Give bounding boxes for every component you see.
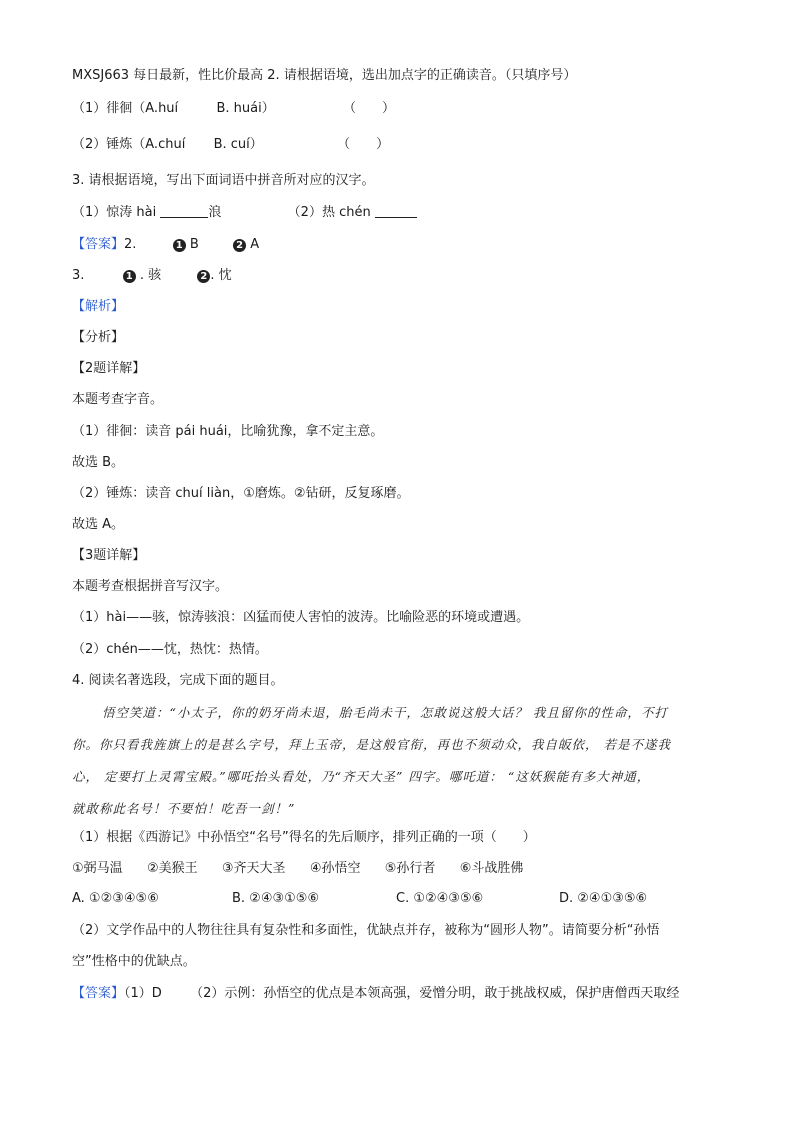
detail-2-heading: 【2题详解】 — [72, 361, 146, 376]
choice-option-b: B. ②④③①⑤⑥ — [232, 891, 320, 906]
q3-item-1-blank — [160, 204, 208, 218]
name-item: ③齐天大圣 — [221, 861, 286, 876]
q2-2-label: （2）锤炼（A.chuí — [72, 137, 186, 152]
question-2-item-1 — [72, 100, 395, 118]
choice-option-d: D. ②④①③⑤⑥ — [559, 891, 648, 906]
q2-1-option-b: B. huái） — [216, 101, 275, 116]
name-item: ④孙悟空 — [309, 861, 361, 876]
q3-item-1-prefix: （1）惊涛 hài — [72, 205, 157, 220]
detail-2-item-2-conclusion: 故选 A。 — [72, 517, 125, 532]
answer-2-value-1: . 骇 — [139, 268, 162, 283]
q3-item-2-blank — [375, 204, 417, 218]
answer-block-2 — [72, 267, 232, 285]
q2-2-option-b: B. cuí） — [213, 137, 263, 152]
detail-2-intro: 本题考查字音。 — [72, 392, 164, 407]
answer-2-number: 3. — [72, 268, 85, 283]
question-4-1: （1）根据《西游记》中孙悟空“名号”得名的先后顺序，排列正确的一项（ ） — [72, 830, 536, 845]
q3-item-1-suffix: 浪 — [208, 205, 222, 220]
passage-line-2: 你。你只看我旌旗上的是甚么字号，拜上玉帝，是这般官衔，再也不须动众，我自皈依， 若是不遂我 — [72, 737, 671, 752]
name-item: ⑥斗战胜佛 — [459, 861, 524, 876]
name-item: ①弼马温 — [72, 861, 123, 876]
circled-number-1: 1 — [123, 270, 136, 283]
question-3-header: 3. 请根据语境，写出下面词语中拼音所对应的汉字。 — [72, 173, 375, 188]
detail-2-item-2: （2）锤炼：读音 chuí liàn，①磨炼。②钻研，反复琢磨。 — [72, 486, 410, 501]
passage-line-4: 就敢称此名号！不要怕！吃吾一剑！” — [72, 801, 296, 816]
detail-2-item-1: （1）徘徊：读音 pái huái，比喻犹豫，拿不定主意。 — [72, 424, 384, 439]
circled-number-1: 1 — [173, 239, 186, 252]
detail-3-heading: 【3题详解】 — [72, 548, 146, 563]
answer-1-number: 2. — [124, 237, 137, 252]
answer-block-3 — [72, 985, 679, 1003]
fenxi-heading: 【分析】 — [72, 330, 125, 345]
answer-3-part-2: （2）示例：孙悟空的优点是本领高强，爱憎分明，敢于挑战权威，保护唐僧西天取经 — [190, 986, 680, 1001]
question-3-items — [72, 204, 417, 222]
name-item: ⑤孙行者 — [384, 861, 436, 876]
answer-tag: 【答案】 — [72, 986, 125, 1001]
answer-tag: 【答案】 — [72, 237, 125, 252]
answer-block-1 — [72, 236, 259, 254]
answer-1-value-2: A — [250, 237, 260, 252]
q2-2-answer-paren: （ ） — [337, 137, 390, 152]
q2-1-label: （1）徘徊（A.huí — [72, 101, 179, 116]
choice-option-c: C. ①②④③⑤⑥ — [396, 891, 484, 906]
name-item: ②美猴王 — [146, 861, 198, 876]
answer-1-value-1: B — [189, 237, 199, 252]
passage-line-1: 悟空笑道：“小太子，你的奶牙尚未退，胎毛尚未干，怎敢说这般大话？ 我且留你的性命，不打 — [102, 705, 668, 720]
question-2-item-2 — [72, 136, 389, 154]
q3-item-2-prefix: （2）热 chén — [287, 205, 371, 220]
detail-3-item-1: （1）hài——骇，惊涛骇浪：凶猛而使人害怕的波涛。比喻险恶的环境或遭遇。 — [72, 610, 530, 625]
name-list — [72, 860, 523, 878]
circled-number-2: 2 — [233, 239, 246, 252]
analysis-heading: 【解析】 — [72, 299, 125, 314]
answer-3-part-1: （1）D — [124, 986, 162, 1001]
question-4-header: 4. 阅读名著选段，完成下面的题目。 — [72, 673, 284, 688]
detail-3-intro: 本题考查根据拼音写汉字。 — [72, 579, 229, 594]
question-4-2-line-1: （2）文学作品中的人物往往具有复杂性和多面性，优缺点并存，被称为“圆形人物”。请简要分析“孙悟 — [72, 923, 660, 938]
passage-line-3: 心， 定要打上灵霄宝殿。”哪吒抬头看处，乃“齐天大圣” 四字。哪吒道： “这妖猴能有多大神通， — [72, 769, 651, 784]
question-4-2-line-2: 空”性格中的优缺点。 — [72, 954, 196, 969]
circled-number-2: 2 — [197, 270, 210, 283]
detail-2-item-1-conclusion: 故选 B。 — [72, 455, 125, 470]
q2-1-answer-paren: （ ） — [342, 101, 395, 116]
detail-3-item-2: （2）chén——忱，热忱：热情。 — [72, 642, 268, 657]
answer-2-value-2: . 忱 — [210, 268, 232, 283]
choice-option-a: A. ①②③④⑤⑥ — [72, 891, 159, 906]
question-2-header: MXSJ663 每日最新，性比价最高 2. 请根据语境，选出加点字的正确读音。（只填序号） — [72, 68, 577, 83]
